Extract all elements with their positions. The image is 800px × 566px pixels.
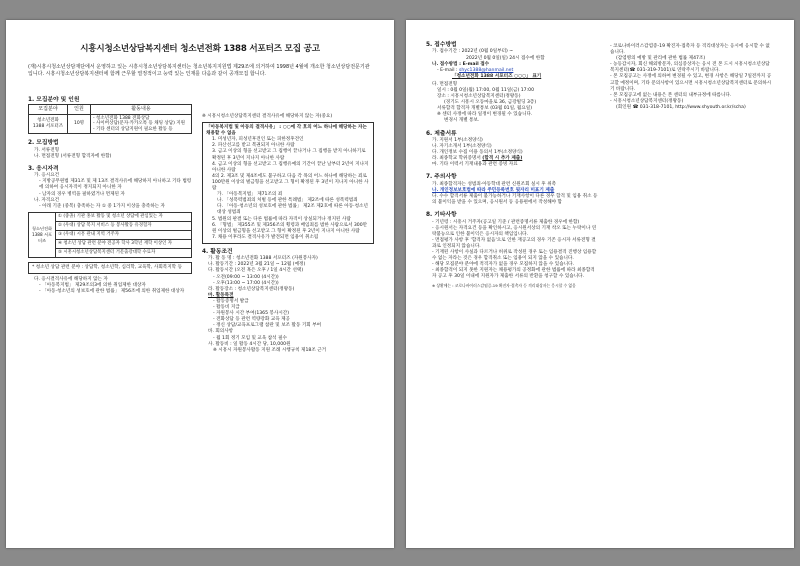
cond-g1: ※ 시흥시 자원봉사활동 지원 조례 시행규칙 제18조 근거 [213,347,327,353]
contact-info: (회인원 ☎ 031-318-7101, http://www.shyouth.or.kr/scha) [616,104,746,110]
cond-e1: - 활동증명서 발급 [213,298,249,304]
section-3-title: 3. 응시자격 [28,165,59,172]
cond-c2: - 오후(13:00 ~ 17:00 (4시간)) [213,280,279,286]
header-count: 인원 [68,105,91,114]
misc-item: - 기재된 사항이 사실과 다르거나 허위로 작성된 경우 또는 임용결격 진행상 임용할 수 없는 자라는 것은 경우 합격취소 또는 임용이 되지 않을 수 있습니다. [432,250,597,262]
disq-box [202,122,374,244]
notice-item: - 본 모집공고에 없는 내용은 본 센터의 내부규정에 따릅니다. [610,92,732,98]
field-cell: 청소년전화 1388 서포터즈 [29,114,68,134]
cond-f: 바. 회의사항 [208,329,234,335]
disq-item: 7. 채용 이후라도 결격사유가 발견되면 임용이 취소됨 [212,234,319,240]
disq-item: 4. 금고 이상의 형을 선고받고 그 집행유예의 기간이 끝난 날부터 2년이 지나지 아니한 사람 [212,161,369,173]
section-1-title: 1. 모집분야 및 인원 [28,97,80,103]
criteria-item: ④ 청소년 상담 관련 분야 전공자 학사 3학년 재학 이상인 자 [56,239,192,248]
cond-e2: - 활동비 지급 [213,305,240,311]
criteria-item: ① (중졸) 기관 홍보 활동 및 청소년 상담에 관심있는 자 [56,212,192,221]
notice-item: - 시흥시청소년상담복지센터(정왕동) [610,98,684,104]
section-6-title: 6. 제출서류 [426,130,457,137]
req-c2: - 「아동·청소년의 성보호에 관한 법률」 제56조에 의한 취업제한 대상자 [39,289,185,295]
activity-item: - 청소년전화 1388 전화상담 [93,115,150,121]
cond-e3: - 자원봉사 시간 부여(1365 봉사시간) [213,311,290,317]
req-a1: - 지방공무원법 제31조 및 제 13조 결격사유에 해당하지 아니하고 기타 법령에 의하여 응시자격이 정지되지 아니한 자 [39,179,192,191]
apply-a1: 2022년 0월 0일(일) 24시 접수에 한함 [466,55,545,61]
misc-item: - 면접평가 사항 후 '합격자 없음'으로 인한 재공고의 경우 기존 응시자 서류전형 결과로 인정되지 않습니다. [432,237,596,249]
misc-item: - 최종합격이 되지 못한 지원자는 채용평가의 공정화에 관한 법률에 따라 최종합격자 공고 후 30일 이내에 지원자가 제출한 서류의 반환을 청구할 수 있습니다. [432,268,595,280]
doc-item: 마. 기타 이력서 기재내용과 관련 증빙 자료 [432,162,518,168]
right-page [406,20,794,548]
misc-note: ※ 상황에는 : 코로나바이러스감염증-19 확진자·접촉자 등 격리대상자는 응시할 수 없음 [432,282,576,288]
misc-item: - 응시원서는 자격요건 등을 확인하시고, 응시원서상의 기재 착오 또는 누락이나 연락불능으로 인한 불이익은 응시자의 책임입니다. [432,225,597,237]
apply-b: 나. 접수방법 : E-mail 접수 [432,61,490,67]
method-item: 가. 서류전형 [34,147,60,153]
notice-item: (감염병의 예방 및 관리에 관한 법률 제47조) [616,56,706,62]
right-right-column [610,44,774,111]
header-field: 모집분야 [29,105,68,114]
disq-item: 나. 「성폭력범죄의 처벌 등에 관한 특례법」 제2조에 따른 성폭력범죄 [217,198,358,204]
activity-item: - 사이버상담(문자·카카오톡 등 채팅 상담) 지원 [93,121,185,127]
cond-d: 라. 활동장소 : 청소년상담복지센터(정왕동) [208,286,295,292]
disq-item: 5. 법원의 판결 또는 다른 법률에 따라 자격이 상실되거나 정지된 사람 [212,216,351,222]
apply-c3: (경기도 시흥시 오동마을로 36, 금강빌딩 3층) [444,100,537,106]
apply-c2: 장소 : 시흥시청소년상담복지센터(정왕동) [437,94,521,100]
header-activity: 활동내용 [91,105,192,114]
req-a2: - 남자의 경우 병역을 필하였거나 면제된 자 [39,191,125,197]
criteria-item: ② (우대) 상담 복지 서비스 등 봉사활동 유경험자 [56,221,192,230]
misc-item: - 기년령 : 시흥시 거주자(공고일 기준 / 관련증명서류 제출한 경우에 한함) [432,219,580,225]
cond-e5: - 정신 상담/교육프로그램 참관 및 보조 활동 기회 부여 [213,323,322,329]
cond-f1: - 월 1회 정기 모임 및 교육 참석 필수 [213,335,287,341]
left-page [6,20,394,548]
email-link[interactable]: shyc1388@hanmail.net [459,67,514,73]
req-b: 나. 자격요건 [34,197,60,203]
cond-g: 사. 활동비 : 일 활동 4시간 당, 10,000원 [208,341,291,347]
disq-item: 2. 파산선고를 받고 복권되지 아니한 사람 [212,143,295,149]
cond-e4: - 전화상담 등 관련 역량강화 교육 제공 [213,317,290,323]
middle-column [202,114,374,354]
activity-item: - 기타 센터의 상담지원이 필요한 활동 등 [93,126,173,132]
section-2-title: 2. 모집방법 [28,140,59,147]
activity-cell [91,114,192,134]
page-title: 시흥시청소년상담복지센터 청소년전화 1388 서포터즈 모집 공고 [80,44,320,54]
disq-item: 다. 「아동·청소년의 성보호에 관한 법률」 제2조 제2호에 따른 아동·청소년대상 성범죄 [217,204,368,216]
doc-item-extra: (합격 시 추가 제출) [482,156,523,162]
major-note: * 청소년 상담 관련 분야 : 상담학, 청소년학, 심리학, 교육학, 사회복지학 등 [28,262,192,274]
doc-item: 다. 개인정보 수집 이용 동의서 1부(소정양식) [432,150,523,156]
section-5-title: 5. 접수방법 [426,42,457,48]
apply-b1: - E-mail : [437,67,458,73]
notice-item: - 본 모집공고는 사정에 의하여 변경될 수 있고, 변경 사항은 해당일 7일전까지 공고할 예정이며, 기타 문의사항이 있으시면 시흥시청소년상담복지센터로 문의하시기 바랍니다. [610,74,772,92]
req-c: 다. 응시결격사유에 해당하지 않는 자 [34,276,108,282]
apply-b2 [426,74,598,80]
disq-item: 6. 「형법」 제355조 및 제356조의 횡령과 배임죄를 범한 사람으로서 300만원 이상의 벌금형을 선고받고 그 형이 확정된 후 2년이 지나지 아니한 사람 [212,222,368,234]
right-left-column [426,42,598,288]
disq-item: 가. 「아동복지법」 제71조의 죄 [217,192,283,198]
apply-c6: 변경시 개별 통보. [444,118,480,124]
apply-c4: 서류합격 합격자 개별통보 (03월 01일, 월요일) [437,106,533,112]
cond-e: 마. 활동특전 [208,292,234,298]
notice-item: - 코로나바이러스감염증-19 확진자·접촉자 등 격리대상자는 응시에 응시할 수 없습니다. [610,44,770,56]
caution-c: 다. 수수 합격서류 제출이 불가능하거나 기재사항이 다른 경우 합격 및 임용 취소 등의 불이익을 받을 수 있으며, 응시원서 등 응용편에서 작성해야 함 [432,194,598,206]
apply-a: 가. 접수기간 : 2022년 (0월 0일부터) ~ [432,49,514,55]
section-4-title: 4. 활동조건 [202,248,233,255]
disq-head: 「아동복지법 및 아동의 결격사유」 : ○○에 각 호의 어느 하나에 해당하는 자는 채용할 수 없음 [206,125,367,137]
intro-paragraph: (재)시흥시청소년상담재단에서 운영하고 있는 시흥시청소년상담복지센터는 청소년복지지원법 제29조에 의거하여 1998년 4월에 개소한 청소년상담전문기관입니다. 시흥시청소년상담복지센터에 함께 근무할 열정적이고 능력 있는 인재를 다음과 같이 공개모집 합니다. [28,64,370,77]
doc-item: 나. 자기소개서 1부(소정양식) [432,144,492,150]
misc-item: - 해당 모집분야 분야에 적격자가 없을 경우 모집하지 않을 수 있습니다. [432,262,574,268]
cond-c: 다. 활동시간 (오전 혹은 오후 / 1일 4시간 선택) [208,268,304,274]
caution-a: 가. 최종합격자는 성범죄·아동학대 관련 신원조회 실시 후 위촉 [432,181,557,187]
criteria-head: 청소년전화 1388 서포터즈 [29,212,56,257]
apply-c5: ※ 센터 사정에 따라 일정이 변경될 수 있습니다. [437,112,533,118]
count-cell: 10명 [68,114,91,134]
disq-item: 4의 2. 제3조 및 제4조에도 불구하고 다음 각 목의 어느 하나에 해당하는 죄로 100만원 이상의 벌금형을 선고받고 그 형이 확정된 후 3년이 지나지 아니한 사람 [212,173,369,192]
recruit-table [28,104,192,134]
doc-item: 라. 최종학교 학위증명서 [432,156,481,162]
left-column [28,94,192,295]
apply-c1: 일시 : 0월 0일(월) 17:00, 0월 11일(금) 17:00 [437,87,534,93]
notice-item: - 농등감시자, 회신 해외방문자, 의심증상자는 응시 전 본 드시 시흥시청소년상담복지센터(☎ 031-319-7101)로 연락주시기 바랍니다. [610,62,770,74]
cond-a: 가. 활 동 명 : 청소년전화 1388 서포터즈 (자원봉사자) [208,256,318,262]
disq-item: 3. 금고 이상의 형을 선고받고 그 집행이 끝나거나 그 집행을 받지 아니하기로 확정된 후 3년이 지나지 아니한 사람 [212,149,366,161]
disq-intro: ※ 시흥시청소년상담복지센터 결격사유에 해당하지 않는 자(중요) [202,114,333,119]
criteria-item: ⑤ 시흥시청소년상담복지센터 거문출강대학 수료자 [56,248,192,257]
section-8-title: 8. 기타사항 [426,212,457,219]
req-b1: - 아래 기준 (중복) 충족하는 자 ① 중 1가지 이상을 충족하는 자 [39,203,165,209]
criteria-item: ③ (우대) 시흥 관내 지역 거주자 [56,230,192,239]
req-a: 가. 응시요건 [34,173,60,179]
caution-b: 나. 개인정보보호법에 따라 주민등록번호 뒷자리 미표기 제출 [432,187,555,193]
section-7-title: 7. 주의사항 [426,174,457,181]
method-item: 나. 면접전형 (서류전형 합격자에 한함) [34,153,112,159]
criteria-table [28,212,192,258]
apply-b2-text: 「청소년전화 1388 서포터즈 ○○○」 표기 [452,73,542,79]
cond-b: 나. 활동기간 : 2022년 3월 21일 ~ 12월 (예정) [208,262,306,268]
disq-item: 1. 미성년자, 피성년후견인 또는 피한정후견인 [212,137,304,143]
apply-c: 다. 면접전형 [432,81,458,87]
doc-item: 가. 지원서 1부(소정양식) [432,137,483,143]
cond-c1: - 오전(09:00 ~ 13:00 (4시간)) [213,274,279,280]
req-c1: - 「아동복지법」 제29조의3에 의한 취업제한 대상자 [39,283,146,289]
